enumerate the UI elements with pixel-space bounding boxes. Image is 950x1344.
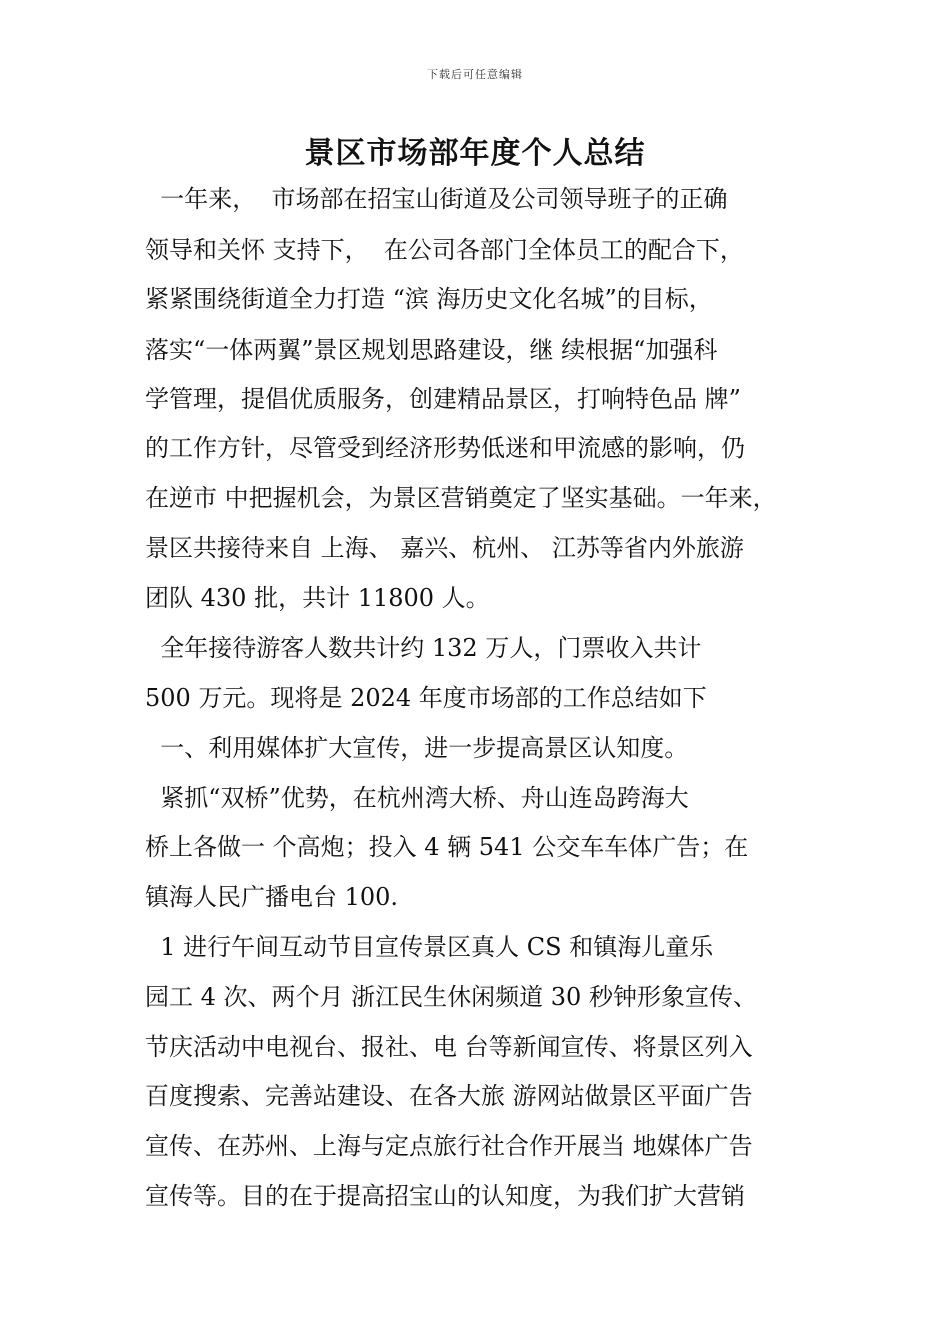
text-line: 落实“一体两翼”景区规划思路建设，继 续根据“加强科 [145,336,718,364]
text-line: 领导和关怀 支持下， 在公司各部门全体员工的配合下， [145,236,744,264]
text-line: 节庆活动中电视台、报社、电 台等新闻宣传、将景区列入 [145,1033,753,1061]
text-line: 宣传等。目的在于提高招宝山的认知度，为我们扩大营销 [145,1182,745,1210]
text-line: 在逆市 中把握机会，为景区营销奠定了坚实基础。一年来， [145,484,777,512]
text-line: 园工 4 次、两个月 浙江民生休闲频道 30 秒钟形象宣传、 [145,983,757,1011]
text-line: 1 进行午间互动节目宣传景区真人 CS 和镇海儿童乐 [145,933,714,961]
text-line: 学管理，提倡优质服务，创建精品景区，打响特色品 牌” [145,385,741,413]
document-title: 景区市场部年度个人总结 [304,136,646,171]
text-line: 紧紧围绕街道全力打造 “滨 海历史文化名城”的目标， [145,285,713,313]
text-line: 紧抓“双桥”优势，在杭州湾大桥、舟山连岛跨海大 [145,784,689,812]
text-line: 百度搜索、完善站建设、在各大旅 游网站做景区平面广告 [145,1082,753,1110]
text-line: 一年来， 市场部在招宝山街道及公司领导班子的正确 [145,185,728,213]
text-line: 景区共接待来自 上海、 嘉兴、杭州、 江苏等省内外旅游 [145,534,744,562]
section-heading: 一、利用媒体扩大宣传，进一步提高景区认知度。 [145,734,689,762]
header-note: 下载后可任意编辑 [427,68,523,81]
text-line: 镇海人民广播电台 100. [145,883,399,911]
text-line: 500 万元。现将是 2024 年度市场部的工作总结如下 [145,684,707,712]
text-line: 团队 430 批，共计 11800 人。 [145,584,490,612]
text-line: 的工作方针，尽管受到经济形势低迷和甲流感的影响，仍 [145,434,745,462]
text-line: 桥上各做一 个高炮；投入 4 辆 541 公交车车体广告；在 [145,833,749,861]
text-line: 宣传、在苏州、上海与定点旅行社合作开展当 地媒体广告 [145,1132,753,1160]
text-line: 全年接待游客人数共计约 132 万人，门票收入共计 [145,634,702,662]
